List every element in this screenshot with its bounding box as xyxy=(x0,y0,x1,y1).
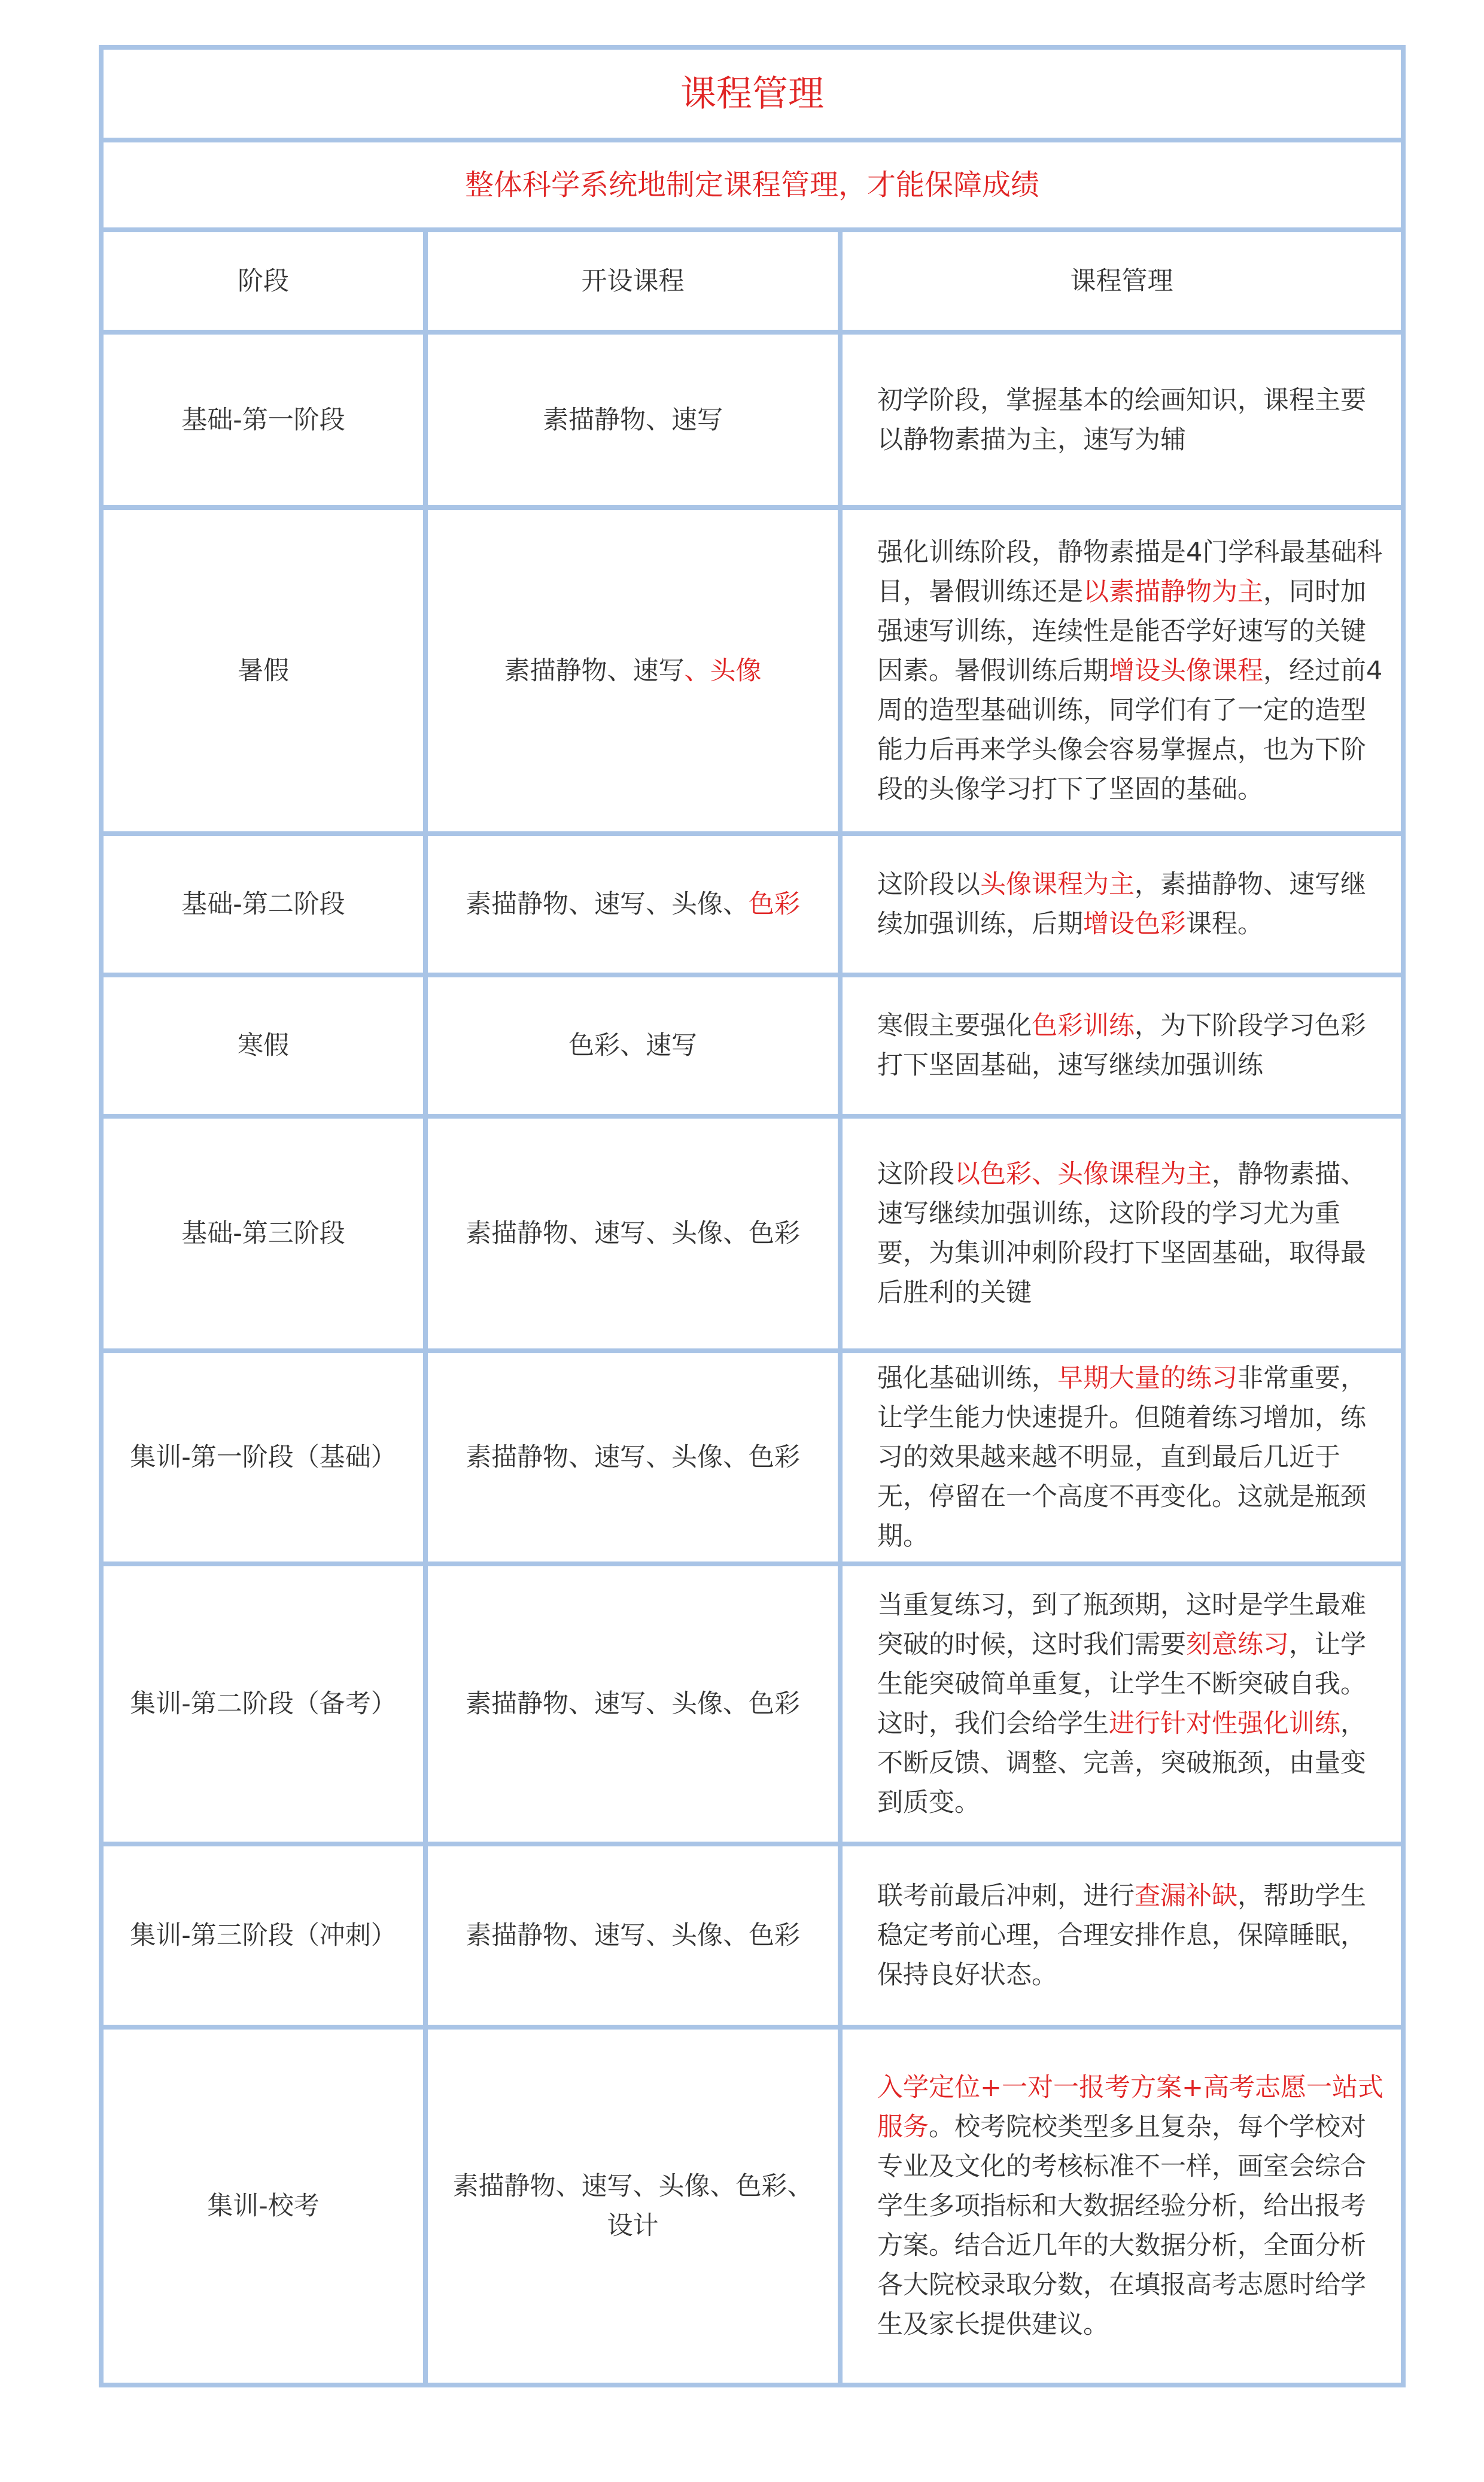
text-segment: 素描静物、速写、头像、色彩 xyxy=(466,1921,800,1951)
management-cell xyxy=(840,975,1403,1116)
text-segment: ，帮助学生稳定考前心理，合理安排作息，保障睡眠，保持良好状态。 xyxy=(877,1881,1366,1990)
highlighted-text: 早期大量的练习 xyxy=(1057,1363,1237,1393)
course-management-table xyxy=(99,45,1406,2387)
text-segment: ，同时加强速写训练，连续性是能否学好速写的关键因素。暑假训练后期 xyxy=(877,576,1366,686)
stage-cell: 集训-第一阶段（基础） xyxy=(101,1351,425,1564)
courses-cell xyxy=(425,508,840,834)
table-row xyxy=(101,975,1403,1116)
table-row xyxy=(101,1844,1403,2027)
courses-cell xyxy=(425,1116,840,1351)
management-cell xyxy=(840,1116,1403,1351)
courses-cell xyxy=(425,1564,840,1844)
stage-cell: 基础-第一阶段 xyxy=(101,332,425,508)
text-segment: 强化基础训练， xyxy=(877,1363,1057,1393)
highlighted-text: 刻意练习 xyxy=(1186,1630,1289,1660)
table-row xyxy=(101,332,1403,508)
text-segment: 这阶段 xyxy=(877,1159,954,1189)
text-segment: 素描静物、速写、头像、色彩、设计 xyxy=(452,2171,813,2241)
courses-cell xyxy=(425,834,840,975)
text-segment: 素描静物、速写、头像、色彩 xyxy=(466,1219,800,1248)
text-segment: ，为下阶段学习色彩打下坚固基础，速写继续加强训练 xyxy=(877,1011,1366,1080)
text-segment: 色彩、速写 xyxy=(568,1031,697,1061)
text-segment: 这阶段以 xyxy=(877,870,980,900)
text-segment: ，经过前4周的造型基础训练，同学们有了一定的造型能力后再来学头像会容易掌握点，也为下阶段的头像学习打下了坚固的基础。 xyxy=(877,655,1383,804)
text-segment: ，让学生能突破简单重复，让学生不断突破自我。这时，我们会给学生 xyxy=(877,1630,1366,1739)
text-segment: ，静物素描、速写继续加强训练，这阶段的学习尤为重要，为集训冲刺阶段打下坚固基础，取得最后胜利的关键 xyxy=(877,1159,1366,1308)
management-cell xyxy=(840,2027,1403,2385)
highlighted-text: 、头像 xyxy=(684,655,762,686)
text-segment: 素描静物、速写 xyxy=(504,655,685,686)
stage-cell: 暑假 xyxy=(101,508,425,834)
stage-cell: 基础-第二阶段 xyxy=(101,834,425,975)
table-row xyxy=(101,834,1403,975)
text-segment: 寒假主要强化 xyxy=(877,1011,1032,1041)
text-segment: 当重复练习，到了瓶颈期，这时是学生最难突破的时候，这时我们需要 xyxy=(877,1590,1366,1660)
header-courses: 开设课程 xyxy=(425,230,840,332)
table-subtitle: 整体科学系统地制定课程管理，才能保障成绩 xyxy=(101,140,1403,230)
table-row xyxy=(101,508,1403,834)
text-segment: 素描静物、速写 xyxy=(543,405,723,435)
highlighted-text: 查漏补缺 xyxy=(1135,1881,1237,1911)
stage-cell: 基础-第三阶段 xyxy=(101,1116,425,1351)
header-stage: 阶段 xyxy=(101,230,425,332)
table-row xyxy=(101,1116,1403,1351)
text-segment: 素描静物、速写、头像、色彩 xyxy=(466,1689,800,1719)
table-row xyxy=(101,1351,1403,1564)
highlighted-text: 进行针对性强化训练 xyxy=(1109,1709,1340,1739)
courses-cell xyxy=(425,332,840,508)
management-cell xyxy=(840,332,1403,508)
text-segment: 素描静物、速写、头像、 xyxy=(466,889,749,919)
text-segment: 课程。 xyxy=(1186,909,1263,939)
highlighted-text: 入学定位+一对一报考方案+高考志愿一站式服务 xyxy=(877,2073,1384,2142)
highlighted-text: 以素描静物为主 xyxy=(1083,576,1263,607)
highlighted-text: 头像课程为主 xyxy=(980,870,1135,900)
courses-cell xyxy=(425,1351,840,1564)
courses-cell xyxy=(425,1844,840,2027)
highlighted-text: 增设色彩 xyxy=(1083,909,1186,939)
highlighted-text: 以色彩、头像课程为主 xyxy=(954,1159,1212,1189)
text-segment: 初学阶段，掌握基本的绘画知识，课程主要以静物素描为主，速写为辅 xyxy=(877,385,1366,455)
header-row xyxy=(101,230,1403,332)
text-segment: 联考前最后冲刺，进行 xyxy=(877,1881,1135,1911)
highlighted-text: 色彩 xyxy=(749,889,800,919)
courses-cell xyxy=(425,2027,840,2385)
text-segment: ，不断反馈、调整、完善，突破瓶颈，由量变到质变。 xyxy=(877,1709,1366,1818)
management-cell xyxy=(840,1351,1403,1564)
management-cell xyxy=(840,834,1403,975)
header-management: 课程管理 xyxy=(840,230,1403,332)
stage-cell: 集训-校考 xyxy=(101,2027,425,2385)
text-segment: ，素描静物、速写继续加强训练，后期 xyxy=(877,870,1366,939)
highlighted-text: 色彩训练 xyxy=(1032,1011,1135,1041)
management-cell xyxy=(840,508,1403,834)
management-cell xyxy=(840,1844,1403,2027)
text-segment: 。校考院校类型多且复杂，每个学校对专业及文化的考核标准不一样，画室会综合学生多项指标和大数据经验分析，给出报考方案。结合近几年的大数据分析，全面分析各大院校录取分数，在填报高考志愿时给学生及家长提供建议。 xyxy=(877,2112,1366,2340)
highlighted-text: 增设头像课程 xyxy=(1109,655,1263,686)
table-row xyxy=(101,1564,1403,1844)
stage-cell: 集训-第三阶段（冲刺） xyxy=(101,1844,425,2027)
text-segment: 强化训练阶段，静物素描是4门学科最基础科目，暑假训练还是 xyxy=(877,537,1383,607)
courses-cell xyxy=(425,975,840,1116)
management-cell xyxy=(840,1564,1403,1844)
stage-cell: 集训-第二阶段（备考） xyxy=(101,1564,425,1844)
stage-cell: 寒假 xyxy=(101,975,425,1116)
text-segment: 素描静物、速写、头像、色彩 xyxy=(466,1442,800,1472)
table-row xyxy=(101,2027,1403,2385)
text-segment: 非常重要，让学生能力快速提升。但随着练习增加，练习的效果越来越不明显，直到最后几近于无，停留在一个高度不再变化。这就是瓶颈期。 xyxy=(877,1363,1366,1551)
table-title: 课程管理 xyxy=(101,47,1403,140)
